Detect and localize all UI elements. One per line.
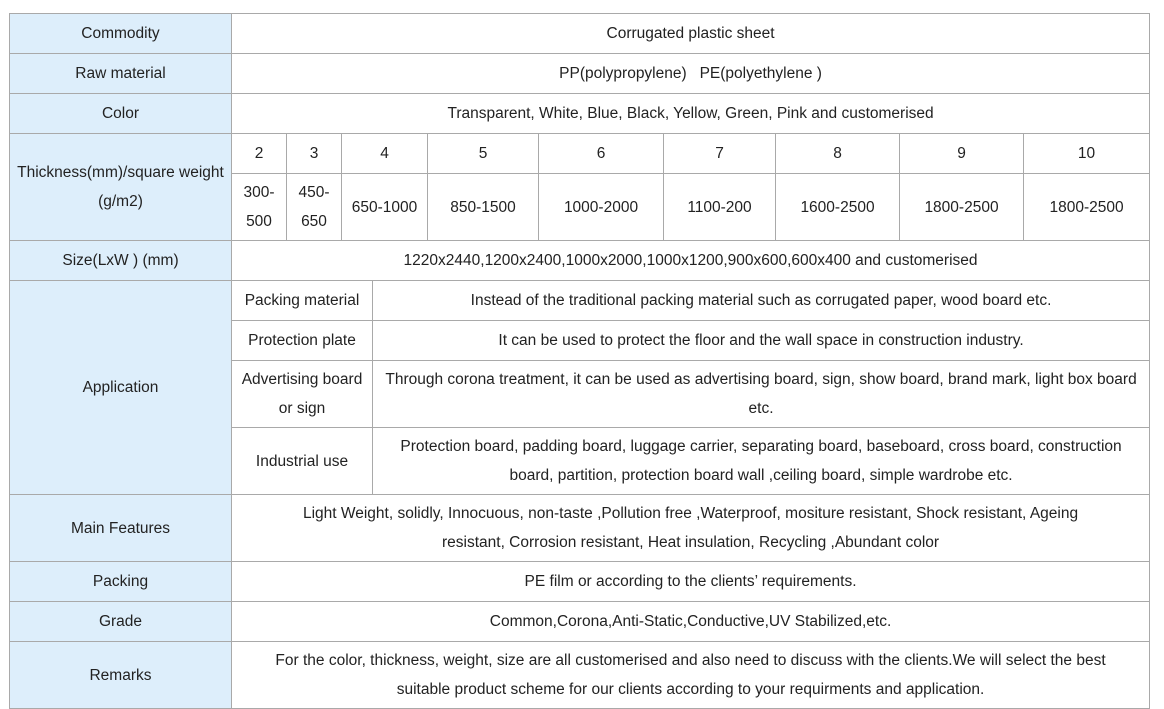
weight-cell: 1800-2500 — [1024, 174, 1150, 241]
application-desc: It can be used to protect the floor and the wall space in construction industry. — [373, 321, 1150, 361]
thickness-cell: 8 — [776, 134, 900, 174]
thickness-cell: 6 — [539, 134, 664, 174]
weight-cell: 1000-2000 — [539, 174, 664, 241]
thickness-cell: 4 — [342, 134, 428, 174]
weight-cell: 650-1000 — [342, 174, 428, 241]
value-color: Transparent, White, Blue, Black, Yellow, Green, Pink and customerised — [232, 94, 1150, 134]
row-main-features — [10, 495, 1150, 562]
label-remarks: Remarks — [10, 642, 232, 709]
weight-cell: 1100-200 — [664, 174, 776, 241]
value-commodity: Corrugated plastic sheet — [232, 14, 1150, 54]
value-raw-material: PP(polypropylene) PE(polyethylene ) — [232, 54, 1150, 94]
thickness-cell: 2 — [232, 134, 287, 174]
application-name: Industrial use — [232, 428, 373, 495]
label-application: Application — [10, 281, 232, 495]
label-packing: Packing — [10, 562, 232, 602]
weight-cell: 1600-2500 — [776, 174, 900, 241]
thickness-cell: 3 — [287, 134, 342, 174]
row-application — [10, 281, 1150, 321]
row-packing — [10, 562, 1150, 602]
value-remarks: For the color, thickness, weight, size are all customerised and also need to discuss with the clients.We will select the best suitable product scheme for our clients according to your requirments and application. — [232, 642, 1150, 709]
application-name: Protection plate — [232, 321, 373, 361]
row-remarks — [10, 642, 1150, 709]
row-commodity — [10, 14, 1150, 54]
label-thickness: Thickness(mm)/square weight (g/m2) — [10, 134, 232, 241]
weight-cell: 1800-2500 — [900, 174, 1024, 241]
weight-cell: 300-500 — [232, 174, 287, 241]
row-size — [10, 241, 1150, 281]
row-raw-material — [10, 54, 1150, 94]
label-size: Size(LxW ) (mm) — [10, 241, 232, 281]
thickness-cell: 7 — [664, 134, 776, 174]
weight-cell: 850-1500 — [428, 174, 539, 241]
application-desc: Protection board, padding board, luggage carrier, separating board, baseboard, cross board, construction board, partition, protection board wall ,ceiling board, simple wardrobe etc. — [373, 428, 1150, 495]
label-raw-material: Raw material — [10, 54, 232, 94]
application-name: Packing material — [232, 281, 373, 321]
product-spec-table — [9, 13, 1150, 709]
thickness-cell: 10 — [1024, 134, 1150, 174]
value-size: 1220x2440,1200x2400,1000x2000,1000x1200,900x600,600x400 and customerised — [232, 241, 1150, 281]
value-main-features: Light Weight, solidly, Innocuous, non-taste ,Pollution free ,Waterproof, mositure resistant, Shock resistant, Ageing resistant, Corrosion resistant, Heat insulation, Recycling ,Abundant color — [232, 495, 1150, 562]
row-grade — [10, 602, 1150, 642]
application-name: Advertising board or sign — [232, 361, 373, 428]
thickness-cell: 9 — [900, 134, 1024, 174]
label-grade: Grade — [10, 602, 232, 642]
label-commodity: Commodity — [10, 14, 232, 54]
weight-cell: 450-650 — [287, 174, 342, 241]
row-thickness — [10, 134, 1150, 174]
thickness-cell: 5 — [428, 134, 539, 174]
label-color: Color — [10, 94, 232, 134]
value-grade: Common,Corona,Anti-Static,Conductive,UV Stabilized,etc. — [232, 602, 1150, 642]
application-desc: Through corona treatment, it can be used as advertising board, sign, show board, brand mark, light box board etc. — [373, 361, 1150, 428]
label-main-features: Main Features — [10, 495, 232, 562]
application-desc: Instead of the traditional packing material such as corrugated paper, wood board etc. — [373, 281, 1150, 321]
value-packing: PE film or according to the clients’ requirements. — [232, 562, 1150, 602]
row-color — [10, 94, 1150, 134]
